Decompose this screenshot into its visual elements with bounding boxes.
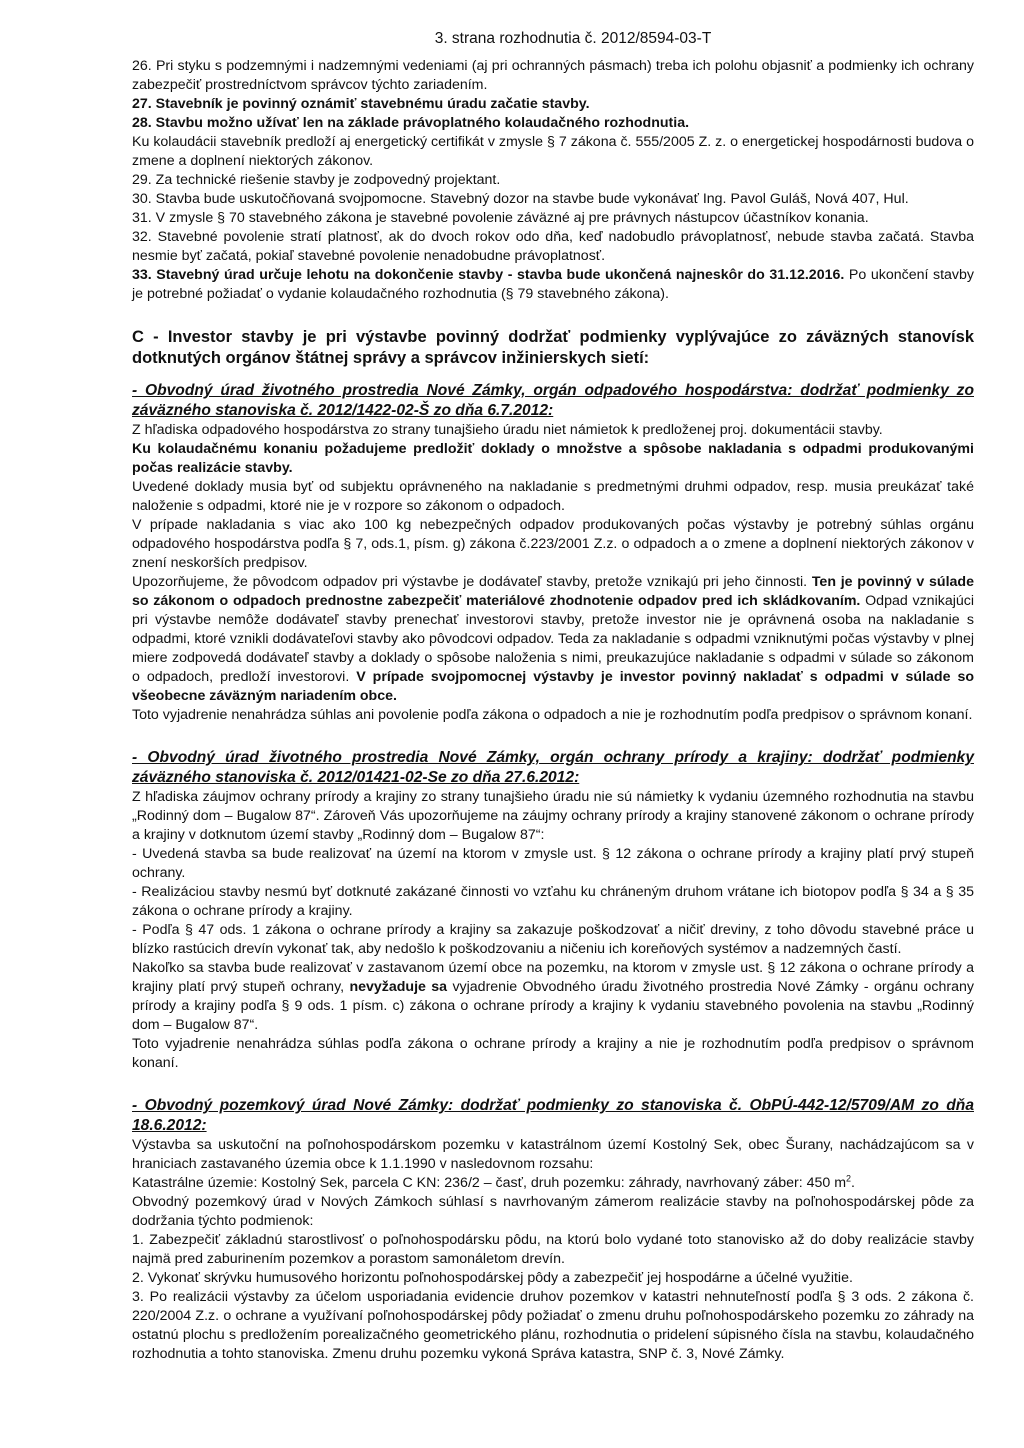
section-c-title: C - Investor stavby je pri výstavbe povinný dodržať podmienky vyplývajúce zo záväzných stanovísk dotknutých orgánov štátnej správy a správcov inžinierskych sietí:	[132, 328, 974, 367]
org-waste-paragraph: Z hľadiska odpadového hospodárstva zo strany tunajšieho úradu niet námietok k predloženej proj. dokumentácii stavby.	[132, 422, 883, 438]
org-land-paragraph: 2. Vykonať skrývku humusového horizontu poľnohospodárskej pôdy a zabezpečiť jej hospodárne a účelné využitie.	[132, 1270, 853, 1286]
org-nature-heading: - Obvodný úrad životného prostredia Nové Zámky, orgán ochrany prírody a krajiny: dodržať podmienky záväzného stanoviska č. 2012/01421-02-Se zo dňa 27.6.2012:	[132, 749, 974, 786]
condition-28-certificate: Ku kolaudácii stavebník predloží aj energetický certifikát v zmysle § 7 zákona č. 555/2005 Z. z. o energetickej hospodárnosti budova o zmene a doplnení niektorých zákonov.	[132, 134, 974, 169]
org-waste-paragraph: Ku kolaudačnému konaniu požadujeme predložiť doklady o množstve a spôsobe nakladania s odpadmi produkovanými počas realizácie stavby.	[132, 441, 974, 476]
page-header: 3. strana rozhodnutia č. 2012/8594-03-T	[434, 30, 712, 47]
org-waste-paragraph: Uvedené doklady musia byť od subjektu oprávneného na nakladanie s predmetnými druhmi odpadov, resp. musia preukázať také naloženie s odpadmi, ktoré nie je v rozpore so zákonom o odpadoch.	[132, 479, 974, 514]
org-nature-paragraph: - Realizáciou stavby nesmú byť dotknuté zakázané činnosti vo vzťahu ku chráneným druhom vrátane ich biotopov podľa § 34 a § 35 zákona o ochrane prírody a krajiny.	[132, 884, 974, 919]
org-waste-paragraph: V prípade nakladania s viac ako 100 kg nebezpečných odpadov produkovaných počas výstavby je potrebný súhlas orgánu odpadového hospodárstva podľa § 7, ods.1, písm. g) zákona č.223/2001 Z.z. o odpadoch a o zmene a doplnení niektorých zákonov v znení neskorších predpisov.	[132, 517, 974, 571]
org-nature-paragraph: - Podľa § 47 ods. 1 zákona o ochrane prírody a krajiny sa zakazuje poškodzovať a ničiť dreviny, z toho dôvodu stavebné práce u blízko rastúcich drevín vykonať tak, aby nedošlo k poškodzovaniu a ničeniu ich koreňových systémov a nadzemných častí.	[132, 922, 974, 957]
condition-33: 33. Stavebný úrad určuje lehotu na dokončenie stavby - stavba bude ukončená najneskôr do 31.12.2016. Po ukončení stavby je potrebné požiadať o vydanie kolaudačného rozhodnutia (§ 79 stavebného zákona).	[132, 267, 975, 302]
condition-28: 28. Stavbu možno užívať len na základe právoplatného kolaudačného rozhodnutia.	[132, 115, 690, 131]
org-nature-paragraph: Nakoľko sa stavba bude realizovať v zastavanom území obce na pozemku, na ktorom v zmysle ust. § 12 zákona o ochrane prírody a krajiny platí prvý stupeň ochrany, nevyžaduje sa vyjadrenie Obvodného úradu životného prostredia Nové Zámky - orgánu ochrany prírody a krajiny podľa § 9 ods. 1 písm. c) zákona o ochrane prírody a krajiny k vydaniu stavebného povolenia na stavbu „Rodinný dom – Bugalow 87“.	[132, 960, 974, 1033]
condition-27: 27. Stavebník je povinný oznámiť stavebnému úradu začatie stavby.	[132, 96, 590, 112]
org-waste-paragraph: Upozorňujeme, že pôvodcom odpadov pri výstavbe je dodávateľ stavby, pretože vznikajú pri jeho činnosti. Ten je povinný v súlade so zákonom o odpadoch prednostne zabezpečiť materiálové zhodnotenie odpadov pred ich skládkovaním. Odpad vznikajúci pri výstavbe nemôže dodávateľ stavby prenechať investorovi stavby, pretože investor nie je oprávnená osoba na nakladanie s odpadmi, ktoré vznikli dodávateľovi stavby ako pôvodcovi odpadov. Teda za nakladanie s odpadmi vzniknutými počas výstavby v plnej miere zodpovedá dodávateľ stavby a doklady o spôsobe naloženia s nimi, preukazujúce nakladanie s odpadmi v súlade so zákonom o odpadoch, predloží investorovi. V prípade svojpomocnej výstavby je investor povinný nakladať s odpadmi v súlade so všeobecne záväzným nariadením obce.	[132, 574, 975, 704]
org-land-paragraph: Obvodný pozemkový úrad v Nových Zámkoch súhlasí s navrhovaným zámerom realizácie stavby na poľnohospodárskej pôde za dodržania týchto podmienok:	[132, 1194, 974, 1229]
org-land-paragraph: 1. Zabezpečiť základnú starostlivosť o poľnohospodársku pôdu, na ktorú bolo vydané toto stanovisko až do doby realizácie stavby najmä pred zaburinením pozemkov a porastom samonáletom drevín.	[132, 1232, 974, 1267]
condition-30: 30. Stavba bude uskutočňovaná svojpomocne. Stavebný dozor na stavbe bude vykonávať Ing. Pavol Guláš, Nová 407, Hul.	[132, 191, 909, 207]
org-waste-heading: - Obvodný úrad životného prostredia Nové Zámky, orgán odpadového hospodárstva: dodržať podmienky zo záväzného stanoviska č. 2012/1422-02-Š zo dňa 6.7.2012:	[132, 382, 974, 419]
org-land-heading: - Obvodný pozemkový úrad Nové Zámky: dodržať podmienky zo stanoviska č. ObPÚ-442-12/5709/AM zo dňa 18.6.2012:	[132, 1097, 974, 1134]
org-waste-paragraph: Toto vyjadrenie nenahrádza súhlas ani povolenie podľa zákona o odpadoch a nie je rozhodnutím podľa predpisov o správnom konaní.	[132, 707, 973, 723]
condition-26: 26. Pri styku s podzemnými i nadzemnými vedeniami (aj pri ochranných pásmach) treba ich polohu objasniť a podmienky ich ochrany zabezpečiť prostredníctvom správcov týchto zariadením.	[132, 58, 974, 93]
org-nature-paragraph: - Uvedená stavba sa bude realizovať na území na ktorom v zmysle ust. § 12 zákona o ochrane prírody a krajiny platí prvý stupeň ochrany.	[132, 846, 974, 881]
condition-31: 31. V zmysle § 70 stavebného zákona je stavebné povolenie záväzné aj pre právnych nástupcov účastníkov konania.	[132, 210, 869, 226]
org-land-paragraph: Katastrálne územie: Kostolný Sek, parcela C KN: 236/2 – časť, druh pozemku: záhrady, navrhovaný záber: 450 $m^2$.	[132, 1173, 855, 1191]
org-land-paragraph: Výstavba sa uskutoční na poľnohospodárskom pozemku v katastrálnom území Kostolný Sek, obec Šurany, nachádzajúcom sa v hraniciach zastavaného územia obce k 1.1.1990 v nasledovnom rozsahu:	[132, 1137, 974, 1172]
document-body	[132, 57, 974, 1364]
condition-29: 29. Za technické riešenie stavby je zodpovedný projektant.	[132, 172, 501, 188]
condition-32: 32. Stavebné povolenie stratí platnosť, ak do dvoch rokov odo dňa, keď nadobudlo právoplatnosť, nebude stavba začatá. Stavba nesmie byť začatá, pokiaľ stavebné povolenie nenadobudne právoplatnosť.	[132, 229, 974, 264]
org-land-paragraph: 3. Po realizácii výstavby za účelom usporiadania evidencie druhov pozemkov v katastri nehnuteľností podľa § 3 ods. 2 zákona č. 220/2004 Z.z. o ochrane a využívaní poľnohospodárskej pôdy požiadať o zmenu druhu poľnohospodárskeho pozemku zo záhrady na ostatnú plochu s predložením porealizačného geometrického plánu, rozhodnutia o pridelení súpisného čísla na stavbu, kolaudačného rozhodnutia a tohto stanoviska. Zmenu druhu pozemku vykoná Správa katastra, SNP č. 3, Nové Zámky.	[132, 1289, 974, 1362]
org-nature-paragraph: Z hľadiska záujmov ochrany prírody a krajiny zo strany tunajšieho úradu nie sú námietky k vydaniu územného rozhodnutia na stavbu „Rodinný dom – Bugalow 87“. Zároveň Vás upozorňujeme na záujmy ochrany prírody a krajiny stanovené zákonom o ochrane prírody a krajiny v dotknutom území stavby „Rodinný dom – Bugalow 87“:	[132, 789, 974, 843]
org-nature-paragraph: Toto vyjadrenie nenahrádza súhlas podľa zákona o ochrane prírody a krajiny a nie je rozhodnutím podľa predpisov o správnom konaní.	[132, 1036, 974, 1071]
